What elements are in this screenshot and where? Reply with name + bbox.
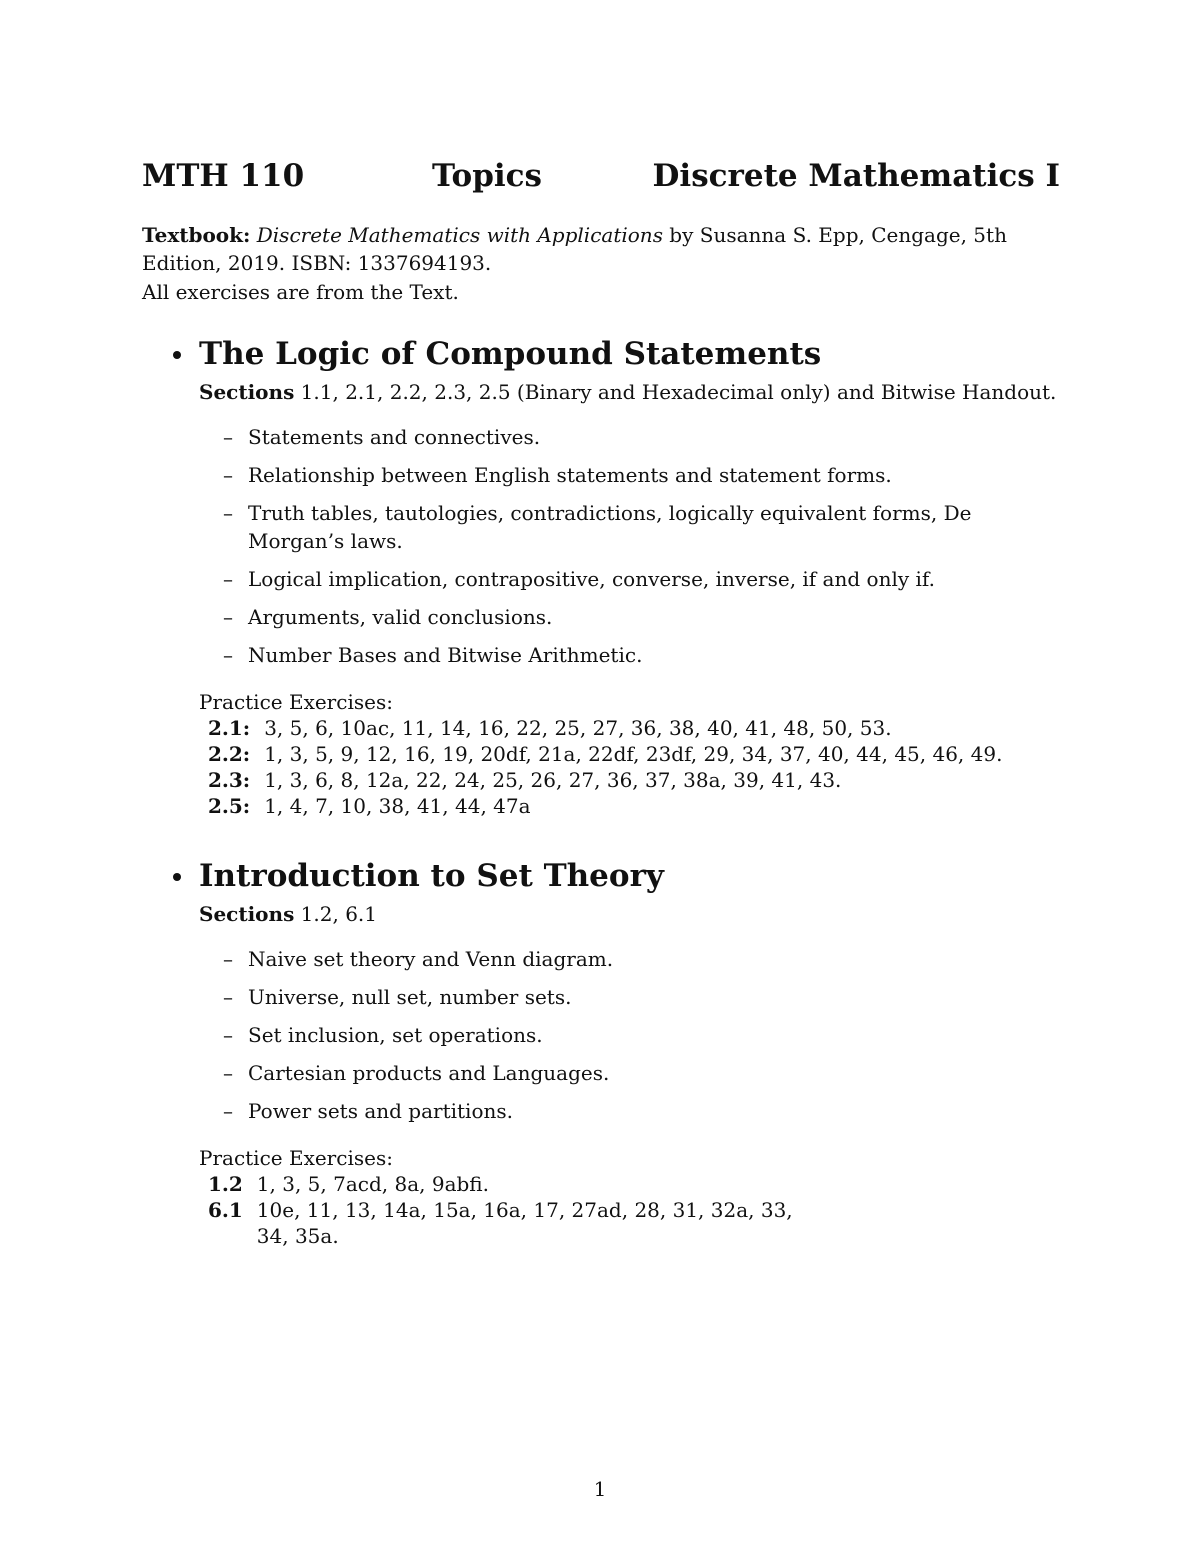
topic-item xyxy=(223,1097,1062,1125)
topic-item xyxy=(223,603,1062,631)
exercise-row xyxy=(208,715,1002,741)
sections-list: 1.1, 2.1, 2.2, 2.3, 2.5 (Binary and Hexadecimal only) and Bitwise Handout. xyxy=(294,380,1057,404)
topic-item xyxy=(223,1059,1062,1087)
topic-list xyxy=(223,423,1062,669)
dash-icon: – xyxy=(223,605,233,629)
page-number: 1 xyxy=(593,1477,607,1501)
topic-text: Truth tables, tautologies, contradictions, logically equivalent forms, De Morgan’s laws. xyxy=(248,501,972,553)
exercise-items: 1, 3, 6, 8, 12a, 22, 24, 25, 26, 27, 36, 37, 38a, 39, 41, 43. xyxy=(264,768,842,792)
sections-label: Sections xyxy=(199,380,295,404)
section-title xyxy=(142,334,1062,374)
topic-item xyxy=(223,945,1062,973)
textbook-info xyxy=(142,221,1062,277)
topic-text: Set inclusion, set operations. xyxy=(248,1023,543,1047)
topic-text: Arguments, valid conclusions. xyxy=(248,605,553,629)
exercise-label: 2.2: xyxy=(208,742,251,766)
exercise-label: 2.1: xyxy=(208,716,251,740)
header-topics: Topics xyxy=(432,158,542,194)
course-code: MTH 110 xyxy=(142,158,305,194)
exercise-items: 3, 5, 6, 10ac, 11, 14, 16, 22, 25, 27, 36, 38, 40, 41, 48, 50, 53. xyxy=(264,716,892,740)
textbook-label: Textbook: xyxy=(142,223,251,247)
exercise-table xyxy=(208,1171,797,1249)
exercise-items: 1, 4, 7, 10, 38, 41, 44, 47a xyxy=(264,794,531,818)
dash-icon: – xyxy=(223,947,233,971)
section-set-theory xyxy=(142,856,1062,1249)
section-references xyxy=(199,378,1062,406)
topic-item xyxy=(223,423,1062,451)
topic-text: Cartesian products and Languages. xyxy=(248,1061,610,1085)
textbook-details: by Susanna S. Epp, Cengage, 5th Edition, 2019. ISBN: 1337694193. xyxy=(142,223,1007,275)
dash-icon: – xyxy=(223,567,233,591)
exercise-label: 6.1 xyxy=(208,1198,243,1222)
sections-label: Sections xyxy=(199,902,295,926)
topic-item xyxy=(223,1021,1062,1049)
sections-list: 1.2, 6.1 xyxy=(294,902,378,926)
topic-text: Naive set theory and Venn diagram. xyxy=(248,947,614,971)
topic-text: Universe, null set, number sets. xyxy=(248,985,572,1009)
section-title xyxy=(142,856,1062,896)
exercise-label: 2.3: xyxy=(208,768,251,792)
exercises-note: All exercises are from the Text. xyxy=(142,280,459,304)
topic-item xyxy=(223,565,1062,593)
dash-icon: – xyxy=(223,1061,233,1085)
exercise-items: 10e, 11, 13, 14a, 15a, 16a, 17, 27ad, 28, 31, 32a, 33, 34, 35a. xyxy=(256,1198,793,1248)
topic-text: Logical implication, contrapositive, converse, inverse, if and only if. xyxy=(248,567,935,591)
section-title-text: The Logic of Compound Statements xyxy=(199,336,822,372)
practice-title: Practice Exercises: xyxy=(199,690,393,714)
topic-text: Number Bases and Bitwise Arithmetic. xyxy=(248,643,643,667)
exercise-label: 2.5: xyxy=(208,794,251,818)
dash-icon: – xyxy=(223,425,233,449)
bullet-icon xyxy=(173,873,181,881)
dash-icon: – xyxy=(223,643,233,667)
dash-icon: – xyxy=(223,463,233,487)
course-subject: Discrete Mathematics I xyxy=(652,158,1060,194)
exercise-items: 1, 3, 5, 7acd, 8a, 9abfi. xyxy=(256,1172,489,1196)
dash-icon: – xyxy=(223,1023,233,1047)
exercise-row xyxy=(208,793,1002,819)
dash-icon: – xyxy=(223,1099,233,1123)
topic-item xyxy=(223,499,1062,555)
topic-item xyxy=(223,641,1062,669)
exercise-row xyxy=(208,1171,797,1197)
topic-item xyxy=(223,461,1062,489)
exercise-table xyxy=(208,715,1002,819)
exercise-row xyxy=(208,767,1002,793)
section-logic xyxy=(142,334,1062,819)
exercise-row xyxy=(208,1197,797,1249)
exercise-items: 1, 3, 5, 9, 12, 16, 19, 20df, 21a, 22df, 23df, 29, 34, 37, 40, 44, 45, 46, 49. xyxy=(264,742,1003,766)
section-title-text: Introduction to Set Theory xyxy=(199,858,664,894)
section-references xyxy=(199,900,1062,928)
topic-text: Statements and connectives. xyxy=(248,425,541,449)
topic-list xyxy=(223,945,1062,1125)
bullet-icon xyxy=(173,351,181,359)
exercise-row xyxy=(208,741,1002,767)
topic-text: Power sets and partitions. xyxy=(248,1099,513,1123)
dash-icon: – xyxy=(223,985,233,1009)
topic-text: Relationship between English statements and statement forms. xyxy=(248,463,892,487)
practice-title: Practice Exercises: xyxy=(199,1146,393,1170)
exercise-label: 1.2 xyxy=(208,1172,243,1196)
topic-item xyxy=(223,983,1062,1011)
dash-icon: – xyxy=(223,501,233,525)
textbook-title: Discrete Mathematics with Applications xyxy=(256,223,663,247)
